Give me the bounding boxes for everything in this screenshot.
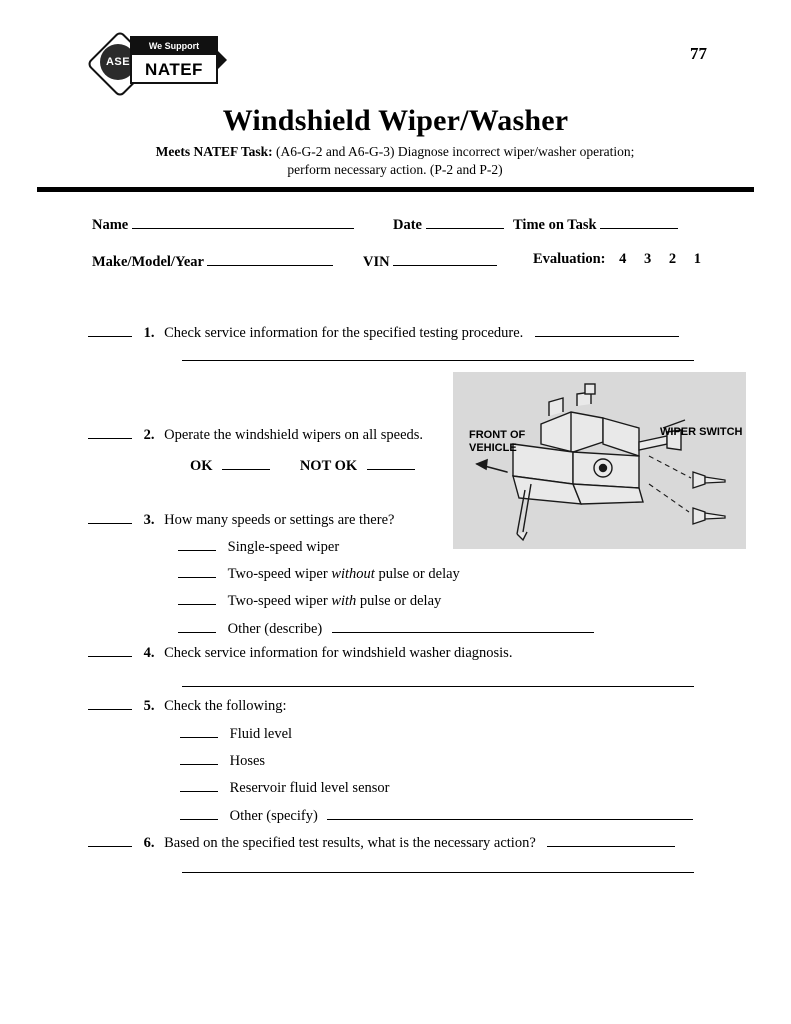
item-6-checkbox-blank[interactable] <box>88 833 132 847</box>
item-4-checkbox-blank[interactable] <box>88 643 132 657</box>
wiper-assembly-figure <box>453 372 746 549</box>
page-title: Windshield Wiper/Washer <box>222 104 569 137</box>
item-5-option-4-input[interactable] <box>327 805 693 820</box>
date-input[interactable] <box>426 214 504 229</box>
evaluation-field-row <box>533 251 708 268</box>
figure-caption-front: FRONT OF <box>469 429 526 441</box>
figure-caption-vehicle: VEHICLE <box>469 442 517 454</box>
item-1-answer-line-2[interactable] <box>182 360 694 361</box>
header-divider <box>37 187 754 192</box>
make-model-year-label: Make/Model/Year <box>92 254 204 270</box>
item-3-option-3-label: Two-speed wiper with pulse or delay <box>227 593 442 609</box>
item-6-text: Based on the specified test results, what is the necessary action? <box>164 835 536 851</box>
item-3-option-4 <box>178 618 594 638</box>
item-5-option-3-label: Reservoir fluid level sensor <box>229 780 390 796</box>
item-5-row <box>88 696 287 715</box>
natef-logo-box <box>130 36 218 84</box>
natef-task-subtitle <box>95 143 695 179</box>
item-1-checkbox-blank[interactable] <box>88 323 132 337</box>
item-3-option-4-blank[interactable] <box>178 619 216 633</box>
evaluation-options[interactable]: 4 3 2 1 <box>619 251 709 267</box>
vin-label: VIN <box>363 254 390 270</box>
item-5-option-2-blank[interactable] <box>180 751 218 765</box>
item-3-number: 3. <box>143 512 155 528</box>
time-on-task-label: Time on Task <box>513 217 597 233</box>
item-3-option-3 <box>178 591 441 610</box>
item-3-option-2-blank[interactable] <box>178 564 216 578</box>
item-6-answer-line-1[interactable] <box>547 832 675 847</box>
evaluation-label: Evaluation: <box>533 251 606 267</box>
item-2-checkbox-blank[interactable] <box>88 425 132 439</box>
item-3-option-3-blank[interactable] <box>178 591 216 605</box>
page-number: 77 <box>690 44 707 63</box>
natef-we-support-text: We Support <box>132 38 216 55</box>
item-1-answer-line-1[interactable] <box>535 322 679 337</box>
item-3-option-1 <box>178 537 339 556</box>
item-4-answer-line[interactable] <box>182 686 694 687</box>
item-5-option-2 <box>180 751 265 770</box>
item-5-option-4-label: Other (specify) <box>229 808 318 824</box>
item-3-option-1-blank[interactable] <box>178 537 216 551</box>
item-2-not-ok-blank[interactable] <box>367 456 415 470</box>
wiper-assembly-illustration <box>453 372 746 549</box>
item-3-text: How many speeds or settings are there? <box>164 512 395 528</box>
item-5-option-3 <box>180 778 390 797</box>
item-5-option-4 <box>180 805 693 825</box>
natef-task-text: (A6-G-2 and A6-G-3) Diagnose incorrect wiper/washer operation; <box>276 144 635 159</box>
item-2-ok-blank[interactable] <box>222 456 270 470</box>
item-1-number: 1. <box>143 325 155 341</box>
item-3-option-1-label: Single-speed wiper <box>227 539 340 555</box>
natef-logo <box>96 36 218 86</box>
ase-badge-text: ASE <box>105 56 131 68</box>
item-1-text: Check service information for the specified testing procedure. <box>164 325 524 341</box>
item-2-text: Operate the windshield wipers on all speeds. <box>164 427 424 443</box>
item-2-not-ok-label: NOT OK <box>299 458 358 474</box>
item-3-row <box>88 510 394 529</box>
name-input[interactable] <box>132 214 354 229</box>
item-5-number: 5. <box>143 698 155 714</box>
item-4-text: Check service information for windshield washer diagnosis. <box>164 645 513 661</box>
date-label: Date <box>393 217 422 233</box>
item-2-ok-row <box>190 456 415 475</box>
vin-field-row <box>363 251 497 271</box>
item-5-checkbox-blank[interactable] <box>88 696 132 710</box>
item-3-option-2 <box>178 564 460 583</box>
item-5-option-4-blank[interactable] <box>180 806 218 820</box>
item-5-option-2-label: Hoses <box>229 753 266 769</box>
item-4-number: 4. <box>143 645 155 661</box>
make-model-year-input[interactable] <box>207 251 333 266</box>
date-field-row <box>393 214 504 234</box>
natef-wordmark: NATEF <box>145 60 203 79</box>
item-4-row <box>88 643 512 662</box>
item-5-text: Check the following: <box>164 698 287 714</box>
time-on-task-input[interactable] <box>600 214 678 229</box>
item-5-option-1-label: Fluid level <box>229 726 293 742</box>
item-6-answer-line-2[interactable] <box>182 872 694 873</box>
make-model-year-field-row <box>92 251 333 271</box>
item-5-option-1-blank[interactable] <box>180 724 218 738</box>
figure-caption-wiper-switch: WIPER SWITCH <box>660 426 743 438</box>
item-5-option-1 <box>180 724 292 743</box>
item-3-option-2-label: Two-speed wiper without pulse or delay <box>227 566 460 582</box>
item-6-row <box>88 832 675 852</box>
item-6-number: 6. <box>143 835 155 851</box>
natef-task-label: Meets NATEF Task: <box>155 144 273 159</box>
item-3-option-4-label: Other (describe) <box>227 621 323 637</box>
item-5-option-3-blank[interactable] <box>180 778 218 792</box>
vin-input[interactable] <box>393 251 497 266</box>
natef-task-text-2: perform necessary action. (P-2 and P-2) <box>287 162 503 177</box>
item-3-option-4-input[interactable] <box>332 618 594 633</box>
item-2-number: 2. <box>143 427 155 443</box>
item-1-row <box>88 322 679 342</box>
item-2-row <box>88 425 423 444</box>
time-on-task-field-row <box>513 214 678 234</box>
item-2-ok-label: OK <box>190 458 213 474</box>
name-label: Name <box>92 217 129 233</box>
name-field-row <box>92 214 354 234</box>
item-3-checkbox-blank[interactable] <box>88 510 132 524</box>
